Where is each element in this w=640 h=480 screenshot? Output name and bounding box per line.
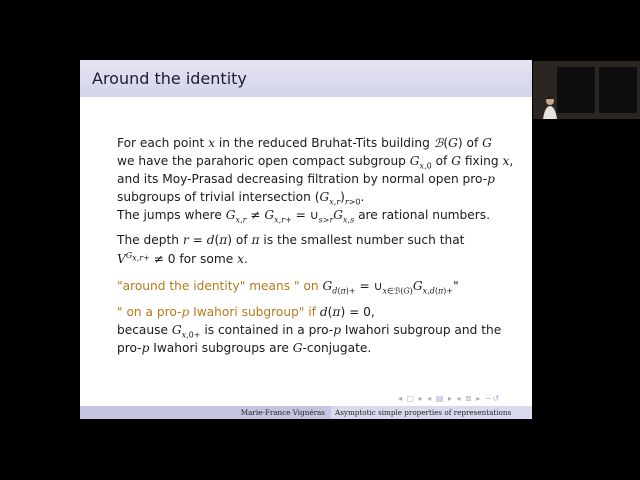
footer-talk-title: Asymptotic simple properties of representations (331, 406, 532, 419)
text-line: pro-p Iwahori subgroups are G-conjugate. (117, 341, 372, 355)
footer (80, 406, 532, 419)
title-bar (80, 60, 532, 97)
beamer-navigation[interactable] (398, 394, 500, 403)
text-line: The depth r = d(π) of π is the smallest number such that (117, 233, 465, 247)
slide (80, 60, 532, 419)
text-line: " on a pro-p Iwahori subgroup" if d(π) = 0, (117, 305, 375, 319)
speaker-video-thumbnail (533, 61, 640, 119)
nav-subsection-icon[interactable]: ◂ ▤ ▸ (427, 394, 453, 403)
text-line: "around the identity" means " on $G_{d(\pi)+}$ = $\cup_{x\in ℬ(G)}G_{x,d(\pi)+}$" (117, 279, 459, 296)
text-line: and its Moy-Prasad decreasing filtration by normal open pro-p (117, 172, 495, 186)
text-line: $V^{G_{x,r+}} \ne 0$ for some x. (117, 251, 248, 267)
nav-section-icon[interactable]: ◂ ≣ ▸ (456, 394, 482, 403)
text-line: subgroups of trivial intersection $(G_{x,r})_{r>0}$. (117, 190, 365, 207)
nav-frame-back-icon[interactable]: ◂ ▢ ▸ (398, 394, 424, 403)
text-line: The jumps where $G_{x,r} \ne G_{x,r+}$ = $\cup_{s>r}G_{x,s}$ are rational numbers. (117, 208, 491, 225)
slide-title: Around the identity (92, 69, 247, 88)
nav-search-icon[interactable]: ∽↺ (484, 394, 501, 403)
text-line: because $G_{x,0+}$ is contained in a pro-p Iwahori subgroup and the (117, 323, 502, 340)
footer-author: Marie-France Vignéras (80, 406, 331, 419)
text-line: For each point x in the reduced Bruhat-Tits building ℬ(G) of G (117, 136, 492, 150)
speaker-figure (533, 61, 640, 119)
text-line: we have the parahoric open compact subgroup $G_{x,0}$ of G fixing x, (117, 154, 514, 171)
